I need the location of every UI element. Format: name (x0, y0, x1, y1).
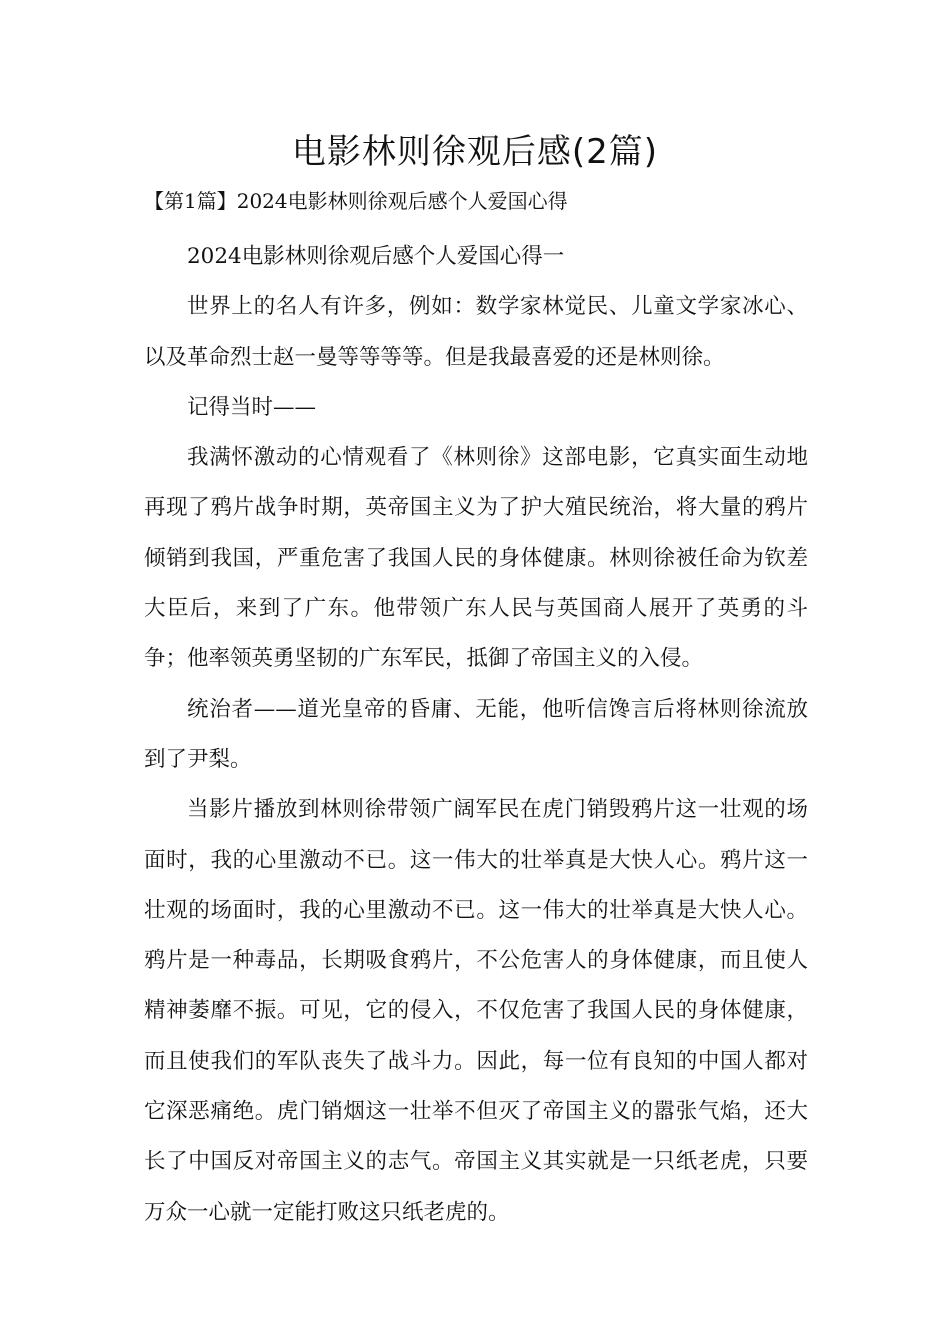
paragraph-remember: 记得当时—— (187, 394, 317, 420)
paragraph-subtitle: 2024电影林则徐观后感个人爱国心得一 (187, 244, 565, 269)
document-body (144, 232, 808, 1238)
paragraph-humen: 当影片播放到林则徐带领广阔军民在虎门销毁鸦片这一壮观的场面时，我的心里激动不已。这一伟大的壮举真是大快人心。鸦片这一壮观的场面时，我的心里激动不已。这一伟大的壮举真是大快人心。鸦片是一种毒品，长期吸食鸦片，不公危害人的身体健康，而且使人精神萎靡不振。可见，它的侵入，不仅危害了我国人民的身体健康，而且使我们的军队丧失了战斗力。因此，每一位有良知的中国人都对它深恶痛绝。虎门销烟这一壮举不但灭了帝国主义的嚣张气焰，还大长了中国反对帝国主义的志气。帝国主义其实就是一只纸老虎，只要万众一心就一定能打败这只纸老虎的。 (144, 797, 808, 1225)
section-heading: 【第1篇】2024电影林则徐观后感个人爱国心得 (144, 189, 568, 213)
paragraph-ruler: 统治者——道光皇帝的昏庸、无能，他听信馋言后将林则徐流放到了尹梨。 (144, 696, 808, 772)
paragraph-famous-people: 世界上的名人有许多，例如：数学家林觉民、儿童文学家冰心、以及革命烈士赵一曼等等等等。但是我最喜爱的还是林则徐。 (144, 294, 808, 370)
document-title: 电影林则徐观后感(2篇) (291, 132, 659, 172)
paragraph-movie: 我满怀激动的心情观看了《林则徐》这部电影，它真实面生动地再现了鸦片战争时期，英帝国主义为了护大殖民统治，将大量的鸦片倾销到我国，严重危害了我国人民的身体健康。林则徐被任命为钦差大臣后，来到了广东。他带领广东人民与英国商人展开了英勇的斗争；他率领英勇坚韧的广东军民，抵御了帝国主义的入侵。 (144, 445, 808, 672)
